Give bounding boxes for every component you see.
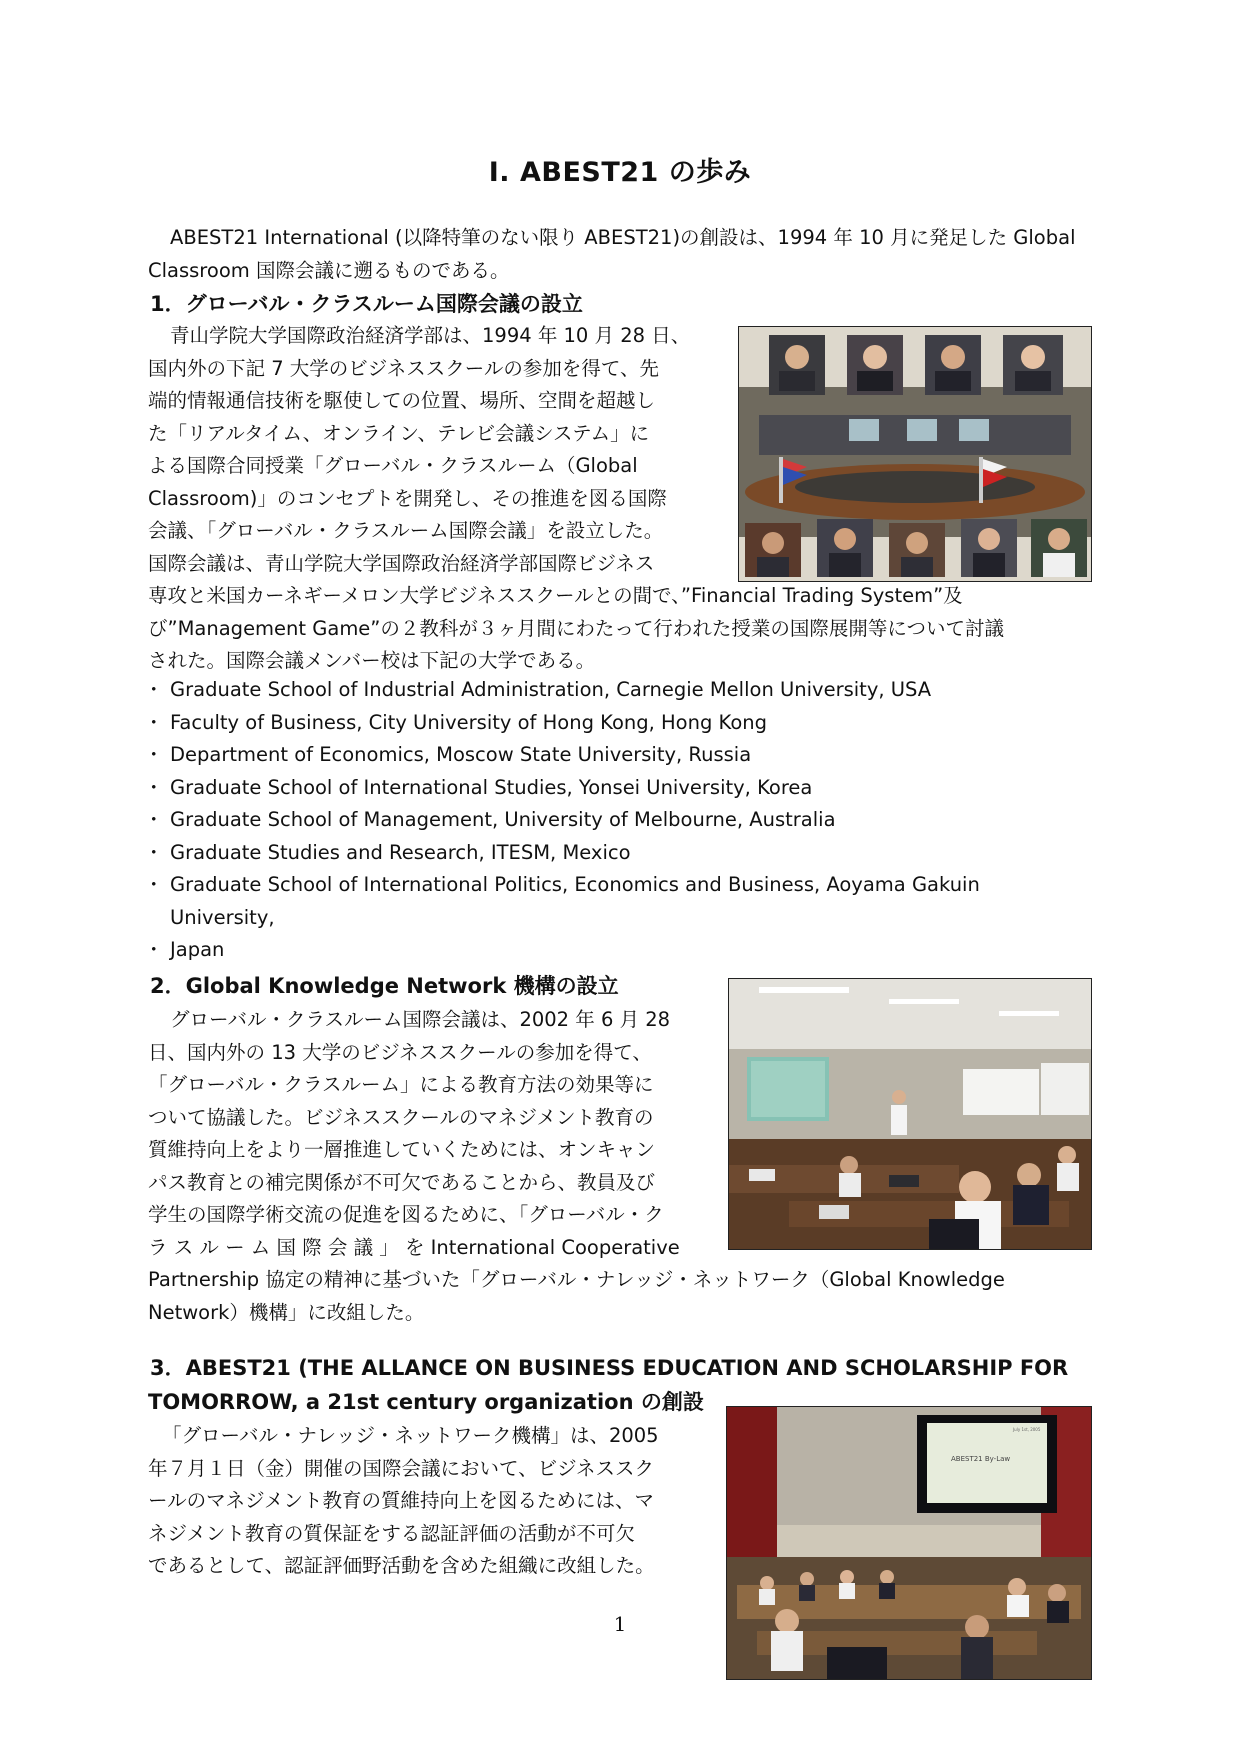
- intro-line: ABEST21 International (以降特筆のない限り ABEST21)の創設は、1994 年 10 月に発足した Global: [170, 226, 1076, 249]
- section2-line: グローバル・クラスルーム国際会議は、2002 年 6 月 28: [170, 1008, 671, 1031]
- list-item: ・ Faculty of Business, City University of Hong Kong, Hong Kong: [150, 707, 1090, 740]
- list-item: ・ Graduate School of Management, University of Melbourne, Australia: [150, 804, 1090, 837]
- collage-drawing: [739, 327, 1091, 581]
- section1-line: び”Management Game”の２教科が３ヶ月間にわたって行われた授業の国際展開等について討議: [148, 616, 1005, 640]
- section3-line: 年７月１日（金）開催の国際会議において、ビジネススク: [148, 1456, 655, 1480]
- section1-line: 端的情報通信技術を駆使しての位置、場所、空間を超越し: [148, 389, 656, 412]
- section2-line: ラ ス ル ー ム 国 際 会 議 」 を International Cooperative: [148, 1235, 680, 1259]
- section3-line: ネジメント教育の質保証をする認証評価の活動が不可欠: [148, 1521, 635, 1545]
- list-item-continued: ・ Japan: [150, 934, 1090, 967]
- list-item: ・ Graduate Studies and Research, ITESM, Mexico: [150, 837, 1090, 870]
- section1-line: 国際会議は、青山学院大学国際政治経済学部国際ビジネス: [148, 551, 655, 575]
- list-item: ・ Graduate School of Industrial Administration, Carnegie Mellon University, USA: [150, 674, 1090, 707]
- section2-line: 学生の国際学術交流の促進を図るために、「グローバル・ク: [148, 1203, 664, 1226]
- section1-line: Classroom)」のコンセプトを開発し、その推進を図る国際: [148, 486, 667, 510]
- section3-line: ールのマネジメント教育の質維持向上を図るためには、マ: [148, 1489, 655, 1512]
- section1-line: 青山学院大学国際政治経済学部は、1994 年 10 月 28 日、: [170, 324, 691, 347]
- intro-line: Classroom 国際会議に遡るものである。: [148, 258, 510, 282]
- section2-heading: 2．Global Knowledge Network 機構の設立: [150, 974, 619, 998]
- section2-line: 質維持向上をより一層推進していくためには、オンキャン: [148, 1138, 656, 1161]
- meeting-room-drawing: [729, 979, 1091, 1249]
- section1-body: [148, 320, 723, 580]
- section3-body: [148, 1420, 723, 1583]
- section1-heading: 1．グローバル・クラスルーム国際会議の設立: [150, 292, 583, 316]
- section2-body-full: [148, 1264, 1090, 1329]
- conference-slide-drawing: [727, 1407, 1091, 1679]
- section1-line: 会議、「グローバル・クラスルーム国際会議」を設立した。: [148, 519, 664, 542]
- section1-body-full: [148, 580, 1090, 678]
- slide-date-text: July 1st, 2005: [1013, 1427, 1041, 1432]
- section3-line: 「グローバル・ナレッジ・ネットワーク機構」は、2005: [162, 1424, 659, 1447]
- video-conference-collage-photo: [738, 326, 1092, 582]
- section1-line: た「リアルタイム、オンライン、テレビ会議システム」に: [148, 421, 650, 445]
- intro-paragraph: [148, 222, 1090, 287]
- section3-line: であるとして、認証評価野活動を含めた組織に改組した。: [148, 1554, 655, 1577]
- section2-line: 「グローバル・クラスルーム」による教育方法の効果等に: [148, 1073, 654, 1096]
- page-title: I. ABEST21 の歩み: [488, 157, 752, 188]
- list-item: ・ Graduate School of International Studies, Yonsei University, Korea: [150, 772, 1090, 805]
- meeting-room-photo: [728, 978, 1092, 1250]
- section1-line: 専攻と米国カーネギーメロン大学ビジネススクールとの間で、”Financial Trading System”及: [148, 584, 963, 607]
- list-item: ・ Graduate School of International Politics, Economics and Business, Aoyama Gakuin University,: [150, 869, 1090, 934]
- section2-line: Network）機構」に改組した。: [148, 1300, 425, 1324]
- section3-heading-line2: TOMORROW, a 21st century organization の創設: [148, 1390, 704, 1414]
- member-universities-list: [150, 674, 1090, 967]
- section2-line: 日、国内外の 13 大学のビジネススクールの参加を得て、: [148, 1040, 652, 1064]
- section1-line: よる国際合同授業「グローバル・クラスルーム（Global: [148, 454, 638, 477]
- section2-line: Partnership 協定の精神に基づいた「グローバル・ナレッジ・ネットワーク（Global Knowledge: [148, 1268, 1005, 1291]
- section2-body: [148, 1004, 723, 1264]
- section3-heading-line1: 3．ABEST21 (THE ALLANCE ON BUSINESS EDUCATION AND SCHOLARSHIP FOR: [150, 1356, 1069, 1380]
- section2-line: ついて協議した。ビジネススクールのマネジメント教育の: [148, 1105, 654, 1129]
- section1-line: された。国際会議メンバー校は下記の大学である。: [148, 649, 596, 672]
- conference-slide-photo: [726, 1406, 1092, 1680]
- section1-line: 国内外の下記 7 大学のビジネススクールの参加を得て、先: [148, 356, 659, 380]
- page-number: 1: [613, 1612, 627, 1636]
- slide-title-text: ABEST21 By-Law: [951, 1455, 1011, 1463]
- list-item: ・ Department of Economics, Moscow State University, Russia: [150, 739, 1090, 772]
- section2-line: パス教育との補完関係が不可欠であることから、教員及び: [148, 1170, 656, 1194]
